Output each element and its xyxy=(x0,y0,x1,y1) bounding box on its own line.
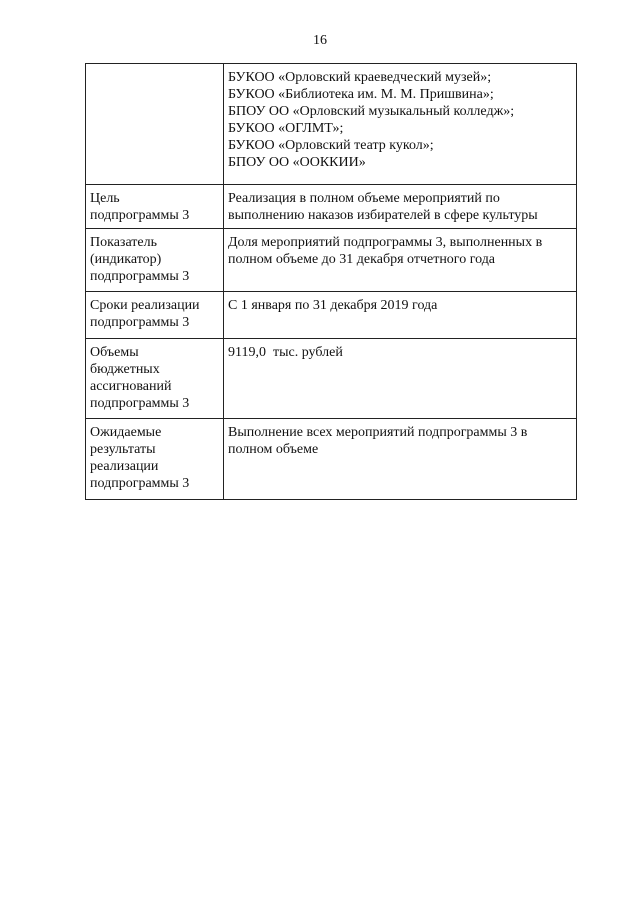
row-label-results: Ожидаемые результаты реализации подпрограммы 3 xyxy=(86,419,224,500)
page-number: 16 xyxy=(313,33,327,48)
row-label-empty xyxy=(86,64,224,185)
table-row-budget xyxy=(86,339,577,419)
row-value-results: Выполнение всех мероприятий подпрограммы 3 в полном объеме xyxy=(224,419,577,500)
subprogram-passport-table xyxy=(85,63,577,500)
executor-item: БУКОО «Орловский театр кукол»; xyxy=(228,138,434,153)
row-label-timeline: Сроки реализации подпрограммы 3 xyxy=(86,292,224,339)
table-row-goal xyxy=(86,185,577,229)
executor-item: БУКОО «ОГЛМТ»; xyxy=(228,121,344,136)
row-value-indicator: Доля мероприятий подпрограммы 3, выполненных в полном объеме до 31 декабря отчетного года xyxy=(224,229,577,292)
table-row-results xyxy=(86,419,577,500)
executor-item: БПОУ ОО «ООККИИ» xyxy=(228,155,366,170)
row-value-goal: Реализация в полном объеме мероприятий по выполнению наказов избирателей в сфере культуры xyxy=(224,185,577,229)
table-row-timeline xyxy=(86,292,577,339)
row-value-timeline: С 1 января по 31 декабря 2019 года xyxy=(224,292,577,339)
row-label-budget: Объемы бюджетных ассигнований подпрограммы 3 xyxy=(86,339,224,419)
table-row-executors xyxy=(86,64,577,185)
row-label-goal: Цель подпрограммы 3 xyxy=(86,185,224,229)
executors-list-cell xyxy=(224,64,577,185)
row-value-budget: 9119,0 тыс. рублей xyxy=(224,339,577,419)
executor-item: БУКОО «Библиотека им. М. М. Пришвина»; xyxy=(228,87,494,102)
executor-item: БУКОО «Орловский краеведческий музей»; xyxy=(228,70,492,85)
row-label-indicator: Показатель (индикатор) подпрограммы 3 xyxy=(86,229,224,292)
table-row-indicator xyxy=(86,229,577,292)
executor-item: БПОУ ОО «Орловский музыкальный колледж»; xyxy=(228,104,515,119)
